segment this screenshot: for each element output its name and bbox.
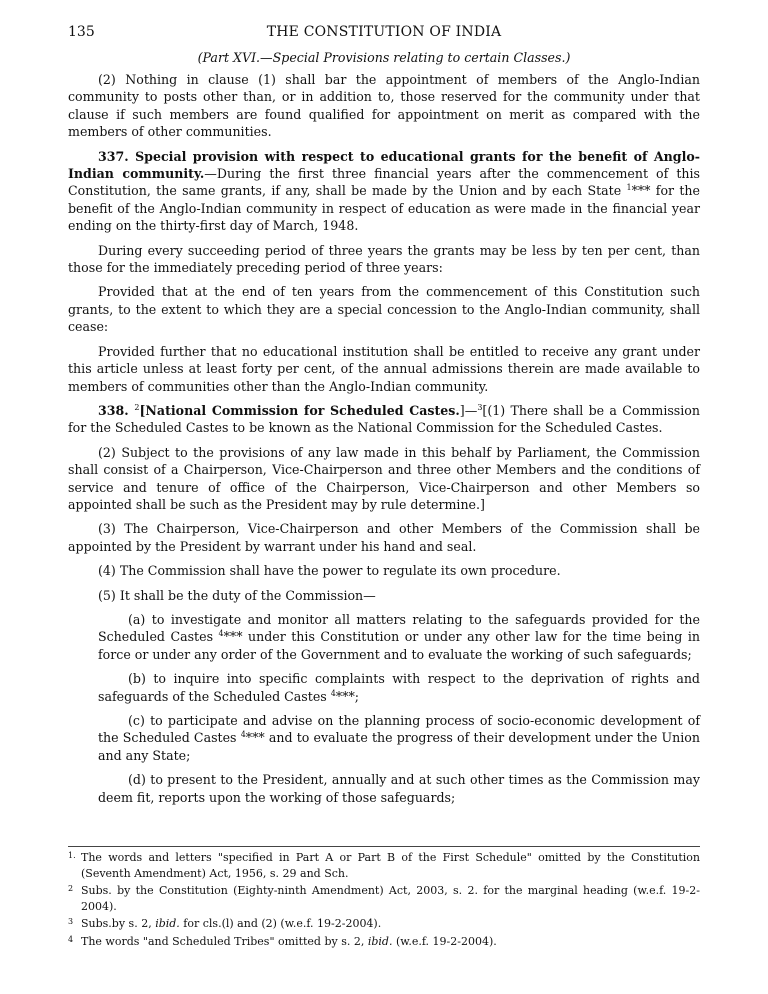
clause-5-item-b (68, 670, 700, 705)
heading-dash: ]— (459, 402, 478, 418)
footnote-4 (68, 934, 700, 950)
item-c-text-cont: and to evaluate the progress of their development under the Union and any State; (98, 730, 700, 763)
footnote-text: Subs.by s. 2, (81, 917, 156, 930)
article-336-clause-2: (2) Nothing in clause (1) shall bar the appointment of members of the Anglo-Indian community to posts other than, or in addition to, those reserved for the community under that clause if such members are found qualified for appointment on merit as compared with the members of other communities. (68, 72, 700, 140)
footnote-2 (68, 883, 700, 914)
omission-mark: *** (631, 183, 651, 199)
article-337-paragraph-1 (68, 148, 700, 235)
footnote-text: The words "and Scheduled Tribes" omitted by s. 2, (81, 934, 368, 948)
article-337-paragraph-2: During every succeeding period of three years the grants may be less by ten per cent, than those for the immediately preceding period of three years: (68, 242, 700, 276)
article-338-clause-2: (2) Subject to the provisions of any law made in this behalf by Parliament, the Commission shall consist of a Chairperson, Vice-Chairperson and three other Members and the conditions of service and tenure of office of the Chairperson, Vice-Chairperson and other Members so appointed shall be such as the President may by rule determine.] (68, 444, 700, 512)
omission-mark: *** (223, 629, 243, 645)
footnote-ref-4[interactable]: 4 (330, 688, 336, 698)
item-c-text: (c) to participate and advise on the planning process of socio-economic development of the Scheduled Castes (98, 713, 700, 746)
footnote-ref-3[interactable]: 3 (477, 402, 483, 412)
article-338-clause-1 (68, 402, 700, 437)
item-a-text: (a) to investigate and monitor all matters relating to the safeguards provided for the Scheduled Castes (98, 611, 700, 645)
article-338-clause-5: (5) It shall be the duty of the Commission— (98, 587, 376, 603)
footnote-ibid: ibid. (155, 917, 180, 930)
article-338-clause-4: (4) The Commission shall have the power to regulate its own procedure. (98, 563, 561, 579)
article-338-clause-3: (3) The Chairperson, Vice-Chairperson and other Members of the Commission shall be appointed by the President by warrant under his hand and seal. (68, 521, 700, 554)
article-337-proviso-1: Provided that at the end of ten years from the commencement of this Constitution such grants, to the extent to which they are a special concession to the Anglo-Indian community, shall cease: (68, 284, 700, 335)
footnote-ref-4[interactable]: 4 (240, 730, 246, 740)
page-header (68, 24, 700, 46)
item-b-text-cont: ; (354, 688, 359, 704)
clause-5-item-a (68, 611, 700, 663)
footnote-divider (68, 846, 700, 847)
article-337-text-cont: for the benefit of the Anglo-Indian community in respect of education as were made in the financial year ending on the thirty-first day of March, 1948. (68, 183, 700, 234)
item-b-text: (b) to inquire into specific complaints with respect to the deprivation of rights and safeguards of the Scheduled Castes (98, 671, 700, 704)
part-heading: (Part XVI.—Special Provisions relating to certain Classes.) (197, 50, 571, 65)
omission-mark: *** (245, 730, 265, 746)
footnote-mark: 1. (68, 851, 76, 860)
clause-1-text: [(1) There shall be a Commission for the Scheduled Castes to be known as the National Commission for the Scheduled Castes. (68, 402, 700, 436)
item-a-text-cont: under this Constitution or under any other law for the time being in force or under any order of the Government and to evaluate the working of such safeguards; (98, 629, 700, 662)
clause-5-item-d: (d) to present to the President, annually and at such other times as the Commission may deem fit, reports upon the working of those safeguards; (98, 772, 700, 805)
footnote-mark: 3 (68, 917, 74, 926)
article-337-proviso-2: Provided further that no educational institution shall be entitled to receive any grant under this article unless at least forty per cent, of the annual admissions therein are made available to members of communities other than the Anglo-Indian community. (68, 343, 700, 394)
footnote-text-cont: (w.e.f. 19-2-2004). (392, 934, 497, 948)
document-page (68, 24, 700, 813)
footnote-ibid: ibid. (367, 934, 393, 948)
clause-5-item-c (68, 712, 700, 764)
page-number: 135 (68, 24, 95, 40)
omission-mark: *** (335, 688, 355, 704)
footnote-3 (68, 916, 700, 932)
footnote-ref-2[interactable]: 2 (134, 402, 140, 412)
article-338-number: 338. (98, 402, 135, 418)
footnote-mark: 4 (68, 934, 74, 944)
footnote-ref-1[interactable]: 1 (626, 183, 632, 193)
article-338-heading: [National Commission for Scheduled Castes. (139, 402, 460, 418)
footnote-text-cont: for cls.(l) and (2) (w.e.f. 19-2-2004). (179, 917, 382, 930)
article-337-heading: 337. Special provision with respect to educational grants for the benefit of Anglo-Indian community. (68, 148, 700, 182)
footnote-1 (68, 850, 700, 881)
footnotes (68, 850, 700, 951)
footnote-mark: 2 (68, 884, 74, 893)
document-title: THE CONSTITUTION OF INDIA (266, 24, 502, 40)
footnote-text: The words and letters "specified in Part A or Part B of the First Schedule" omitted by the Constitution (Seventh Amendment) Act, 1956, s. 29 and Sch. (81, 851, 700, 880)
article-337-text: —During the first three financial years after the commencement of this Constitution, the same grants, if any, shall be made by the Union and by each State (68, 166, 700, 199)
footnote-ref-4[interactable]: 4 (218, 629, 224, 639)
footnote-text: Subs. by the Constitution (Eighty-ninth Amendment) Act, 2003, s. 2. for the marginal heading (w.e.f. 19-2-2004). (81, 884, 700, 913)
